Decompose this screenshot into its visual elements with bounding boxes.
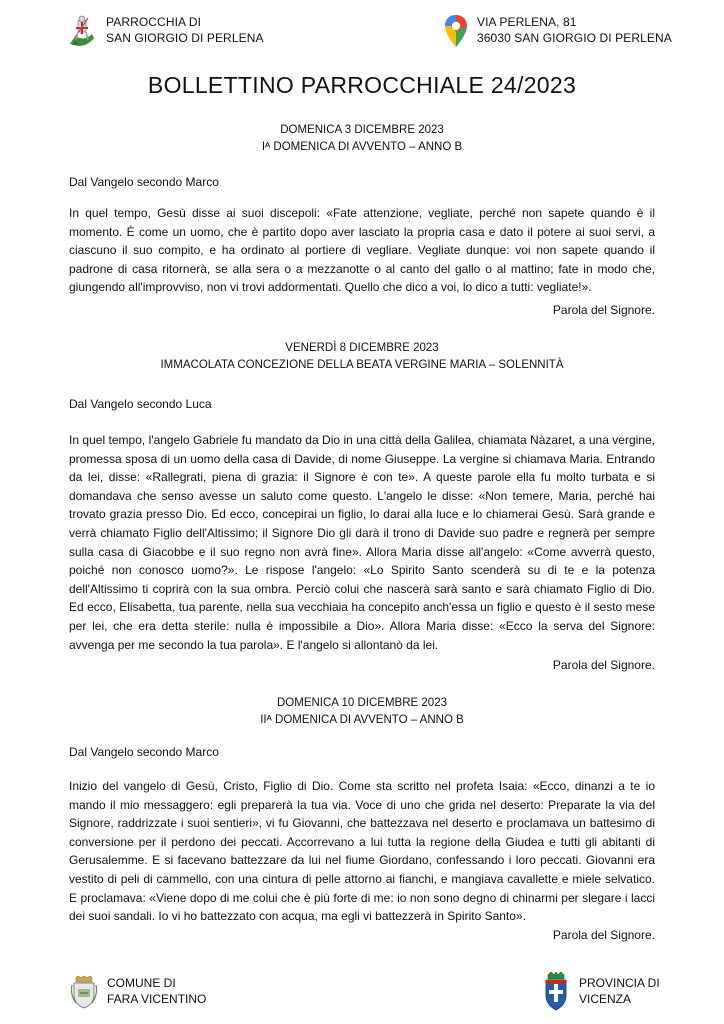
section-2-feast: IMMACOLATA CONCEZIONE DELLA BEATA VERGINE MARIA – SOLENNITÀ bbox=[160, 359, 564, 371]
section-2-source: Dal Vangelo secondo Luca bbox=[69, 397, 212, 411]
section-1-date: DOMENICA 3 DICEMBRE 2023 bbox=[280, 124, 444, 136]
section-2-heading bbox=[0, 340, 724, 374]
section-1-feast: Iᴬ DOMENICA DI AVVENTO – ANNO B bbox=[261, 141, 463, 153]
comune-footer bbox=[70, 975, 206, 1009]
section-1-closing: Parola del Signore. bbox=[552, 303, 655, 317]
parish-name-line1: PARROCCHIA DI bbox=[106, 15, 202, 29]
section-3-date: DOMENICA 10 DICEMBRE 2023 bbox=[276, 697, 447, 709]
footer-left-line2: FARA VICENTINO bbox=[107, 992, 207, 1006]
fara-vicentino-crest-icon bbox=[70, 975, 98, 1009]
footer-left-line1: COMUNE DI bbox=[107, 976, 176, 990]
footer-right-line1: PROVINCIA DI bbox=[579, 976, 660, 990]
section-3-gospel-text: Inizio del vangelo di Gesù, Cristo, Figlio di Dio. Come sta scritto nel profeta Isaia: «Ecco, dinanzi a te io mando il mio messaggero: egli preparerà la tua via. Voce di uno che grida nel deserto: Preparate la via del Signore, raddrizzate i suoi sentieri», vi fu Giovanni, che battezzava nel deserto e proclamava un battesimo di conversione per il perdono dei peccati. Accorrevano a lui tutta la regione della Giudea e tutti gli abitanti di Gerusalemme. E si facevano battezzare da lui nel fiume Giordano, confessando i loro peccati. Giovanni era vestito di peli di cammello, con una cintura di pelle attorno ai fianchi, e mangiava cavallette e miele selvatico. E proclamava: «Viene dopo di me colui che è più forte di me: io non sono degno di chinarmi per slegare i lacci dei suoi sandali. Io vi ho battezzato con acqua, ma egli vi battezzerà in Spirito Santo». bbox=[69, 779, 655, 924]
section-2-gospel-text: In quel tempo, l'angelo Gabriele fu mandato da Dio in una città della Galilea, chiamata Nàzaret, a una vergine, promessa sposa di un uomo della casa di Davide, di nome Giuseppe. La vergine si chiamava Maria. Entrando da lei, disse: «Rallegrati, piena di grazia: il Signore è con te». A queste parole ella fu molto turbata e si domandava che senso avesse un saluto come questo. L'angelo le disse: «Non temere, Maria, perché hai trovato grazia presso Dio. Ed ecco, concepirai un figlio, lo darai alla luce e lo chiamerai Gesù. Sarà grande e verrà chiamato Figlio dell'Altissimo; il Signore Dio gli darà il trono di Davide suo padre e regnerà per sempre sulla casa di Giacobbe e il suo regno non avrà fine». Allora Maria disse all'angelo: «Come avverrà questo, poiché non conosco uomo?». Le rispose l'angelo: «Lo Spirito Santo scenderà su di te e la potenza dell'Altissimo ti coprirà con la sua ombra. Perciò colui che nascerà sarà santo e sarà chiamato Figlio di Dio. Ed ecco, Elisabetta, tua parente, nella sua vecchiaia ha concepito anch'essa un figlio e questo è il sesto mese per lei, che era detta sterile: nulla è impossibile a Dio». Allora Maria disse: «Ecco la serva del Signore: avvenga per me secondo la tua parola». E l'angelo si allontanò da lei. bbox=[69, 433, 655, 652]
map-pin-icon bbox=[443, 14, 469, 48]
st-george-dragon-icon bbox=[66, 14, 98, 50]
section-1-source: Dal Vangelo secondo Marco bbox=[69, 175, 219, 189]
section-3-source: Dal Vangelo secondo Marco bbox=[69, 745, 219, 759]
section-3-heading bbox=[0, 695, 724, 729]
bulletin-title: BOLLETTINO PARROCCHIALE 24/2023 bbox=[147, 72, 577, 98]
parish-header bbox=[66, 14, 264, 50]
address-header bbox=[443, 14, 672, 48]
section-2-closing: Parola del Signore. bbox=[552, 658, 655, 672]
parish-name-line2: SAN GIORGIO DI PERLENA bbox=[106, 31, 264, 45]
section-2-date: VENERDÌ 8 DICEMBRE 2023 bbox=[285, 342, 439, 354]
address-line1: VIA PERLENA, 81 bbox=[477, 15, 577, 29]
section-3-feast: IIᴬ DOMENICA DI AVVENTO – ANNO B bbox=[260, 714, 464, 726]
address-line2: 36030 SAN GIORGIO DI PERLENA bbox=[477, 31, 672, 45]
provincia-footer bbox=[543, 971, 660, 1011]
section-3-closing: Parola del Signore. bbox=[552, 928, 655, 942]
vicenza-province-crest-icon bbox=[543, 971, 569, 1011]
section-1-gospel-text: In quel tempo, Gesù disse ai suoi discepoli: «Fate attenzione, vegliate, perché non sapete quando è il momento. È come un uomo, che è partito dopo aver lasciato la propria casa e dato il potere ai suoi servi, a ciascuno il suo compito, e ha ordinato al portiere di vegliare. Vegliate dunque: voi non sapete quando il padrone di casa ritornerà, se alla sera o a mezzanotte o al canto del gallo o al mattino; fate in modo che, giungendo all'improvviso, non vi trovi addormentati. Quello che dico a voi, lo dico a tutti: vegliate!». bbox=[69, 206, 655, 295]
footer-right-line2: VICENZA bbox=[579, 992, 632, 1006]
section-1-heading bbox=[0, 122, 724, 156]
